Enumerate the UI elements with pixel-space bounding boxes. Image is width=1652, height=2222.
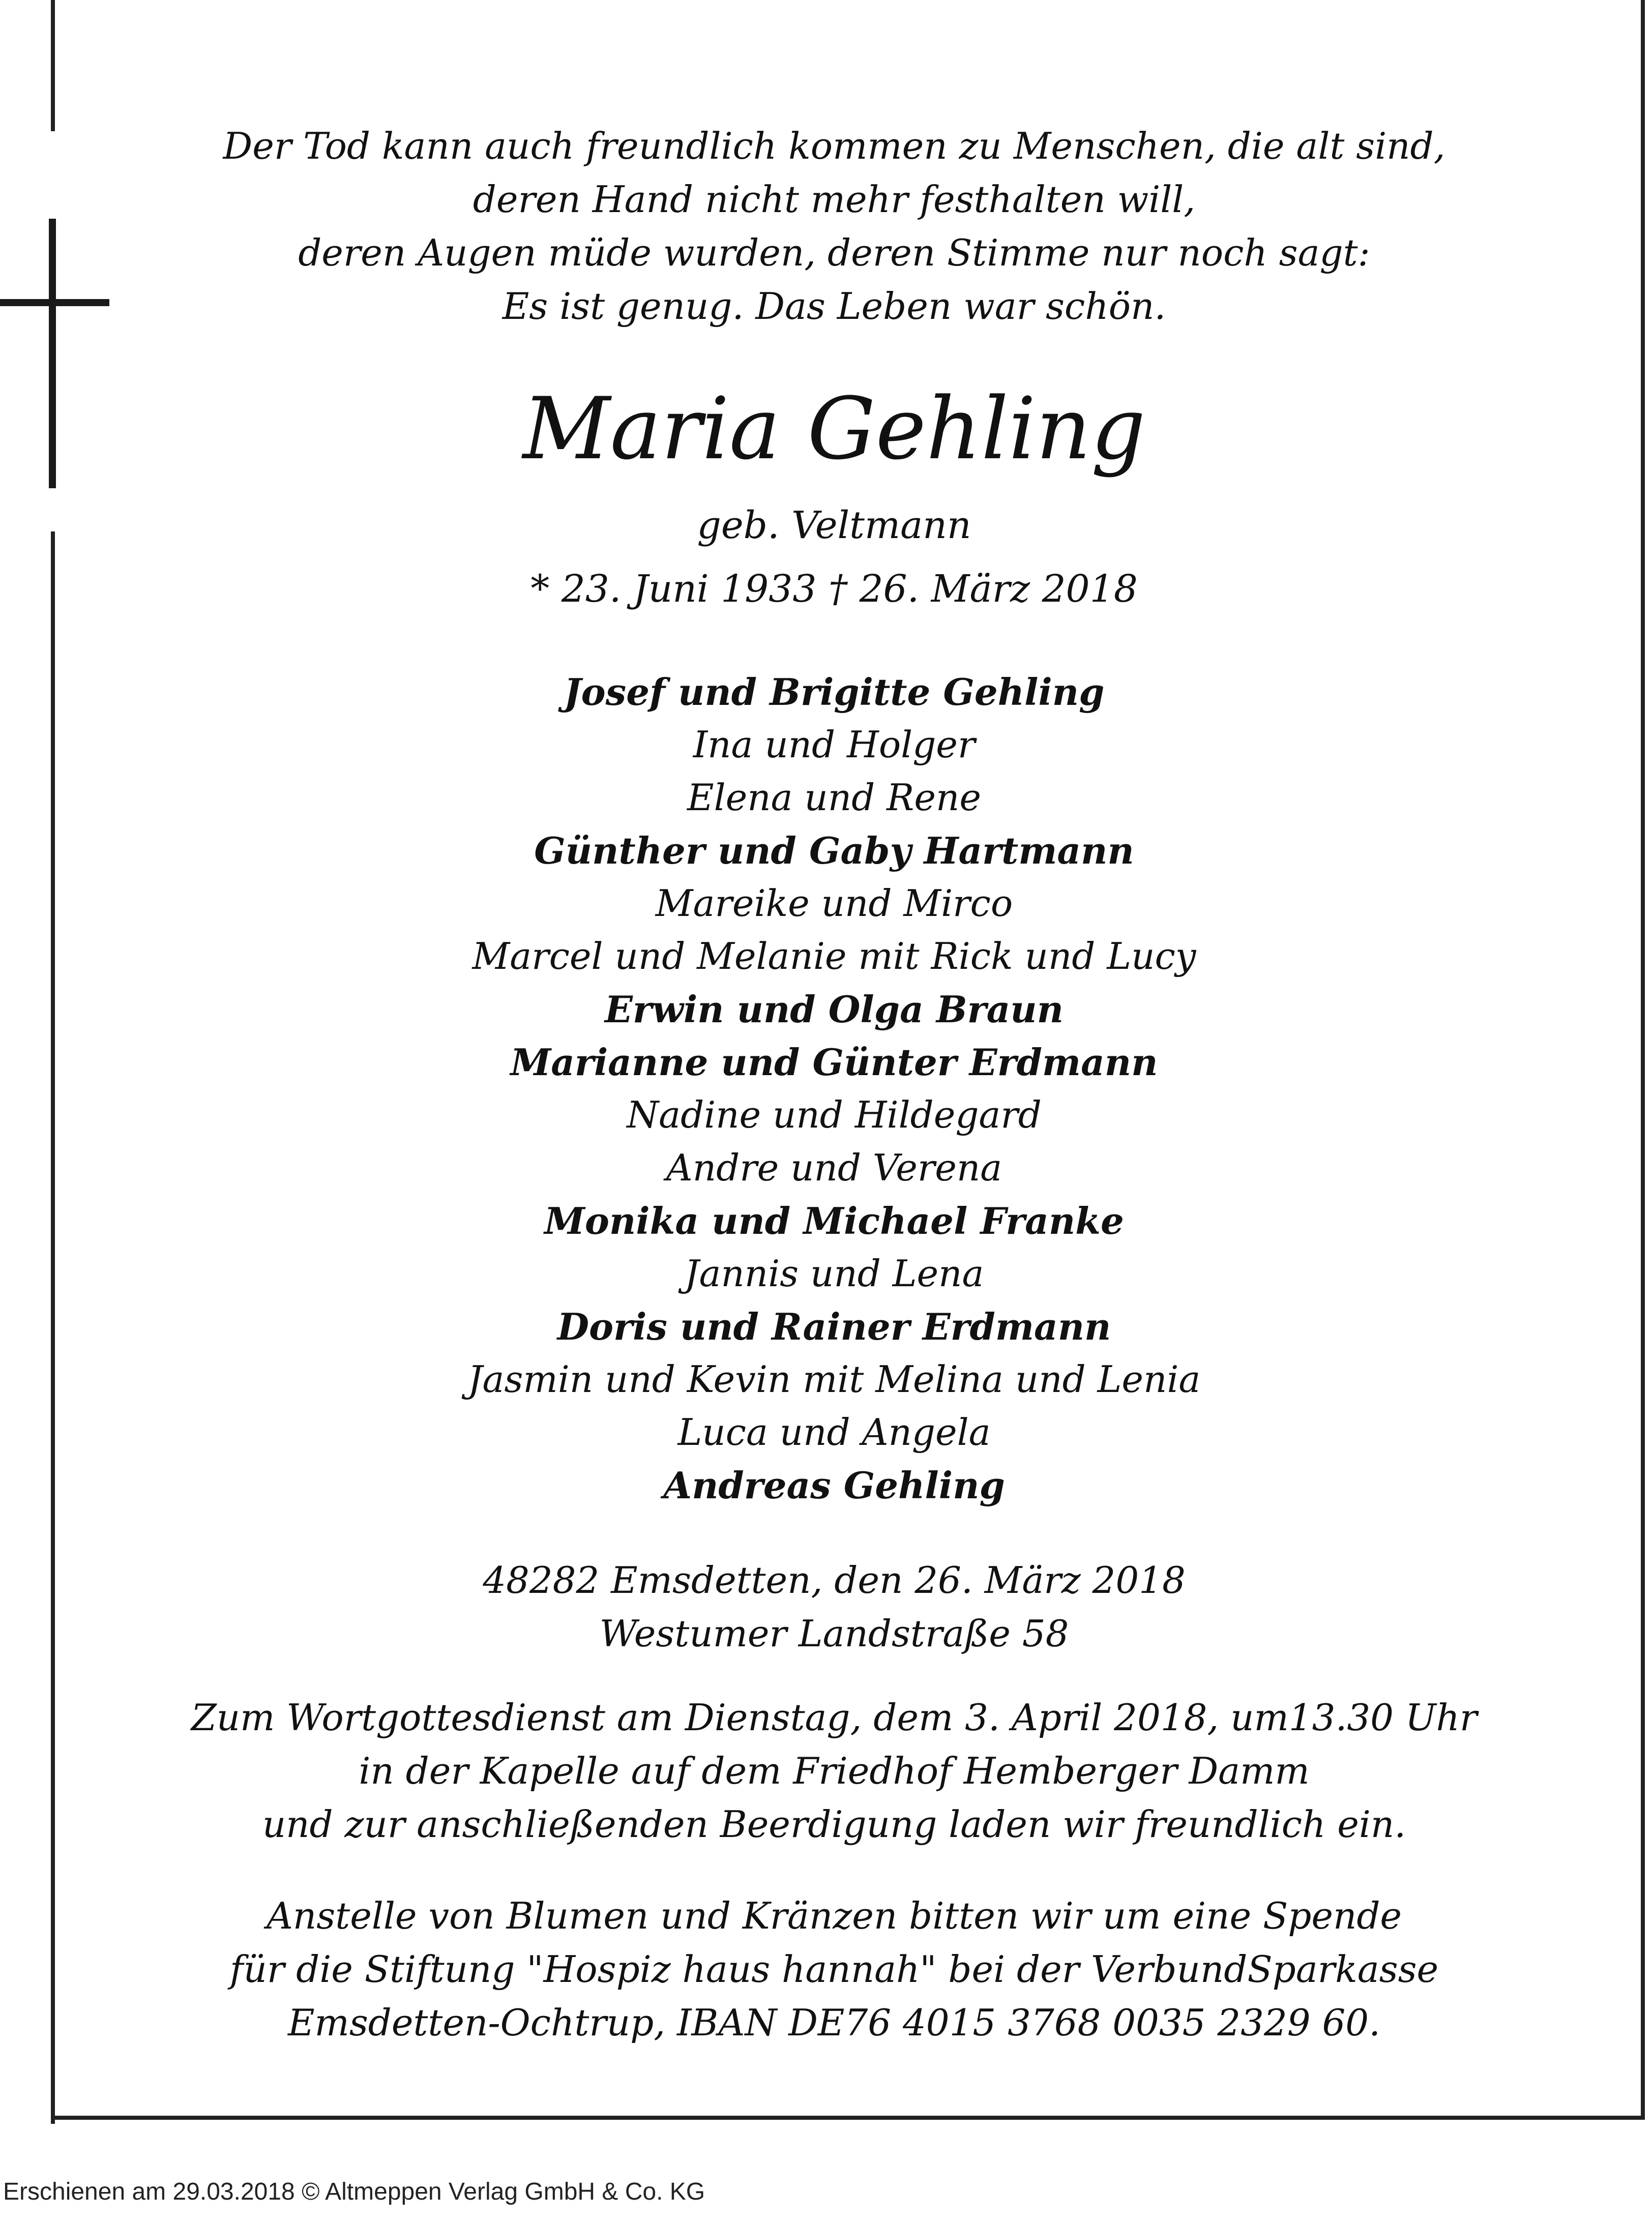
life-dates: * 23. Juni 1933 † 26. März 2018 xyxy=(530,567,1138,611)
mourner-line: Erwin und Olga Braun xyxy=(605,988,1064,1031)
mourner-line: Jasmin und Kevin mit Melina und Lenia xyxy=(467,1358,1201,1401)
service-line: in der Kapelle auf dem Friedhof Hemberger Damm xyxy=(359,1750,1310,1792)
address-line: 48282 Emsdetten, den 26. März 2018 xyxy=(483,1559,1186,1602)
mourner-line: Andreas Gehling xyxy=(663,1464,1005,1507)
mourner-line: Andre und Verena xyxy=(666,1146,1002,1189)
mourner-line: Marcel und Melanie mit Rick und Lucy xyxy=(472,935,1196,977)
quote-line: Es ist genug. Das Leben war schön. xyxy=(502,285,1166,328)
quote-line: deren Hand nicht mehr festhalten will, xyxy=(473,178,1196,221)
mourner-line: Josef und Brigitte Gehling xyxy=(564,670,1105,714)
deceased-name: Maria Gehling xyxy=(522,379,1146,479)
mourner-line: Marianne und Günter Erdmann xyxy=(510,1041,1158,1084)
mourner-line: Doris und Rainer Erdmann xyxy=(557,1305,1111,1348)
mourner-line: Monika und Michael Franke xyxy=(544,1199,1124,1242)
border-left-segment xyxy=(51,0,55,131)
address-line: Westumer Landstraße 58 xyxy=(599,1612,1069,1655)
mourner-line: Luca und Angela xyxy=(677,1411,991,1454)
mourner-line: Günther und Gaby Hartmann xyxy=(534,829,1134,872)
mourner-line: Mareike und Mirco xyxy=(655,882,1013,925)
service-line: Zum Wortgottesdienst am Dienstag, dem 3. April 2018, um13.30 Uhr xyxy=(191,1696,1478,1739)
border-left-segment xyxy=(51,531,55,2124)
birth-name: geb. Veltmann xyxy=(697,503,971,547)
donation-line: für die Stiftung "Hospiz haus hannah" bei der VerbundSparkasse xyxy=(229,1948,1439,1991)
mourner-line: Elena und Rene xyxy=(687,776,981,819)
donation-line: Anstelle von Blumen und Kränzen bitten wir um eine Spende xyxy=(266,1894,1402,1937)
quote-line: deren Augen müde wurden, deren Stimme nur noch sagt: xyxy=(298,231,1370,274)
mourner-line: Nadine und Hildegard xyxy=(627,1093,1042,1136)
mourner-line: Ina und Holger xyxy=(693,723,976,766)
service-line: und zur anschließenden Beerdigung laden wir freundlich ein. xyxy=(262,1803,1406,1846)
donation-line: Emsdetten-Ochtrup, IBAN DE76 4015 3768 0035 2329 60. xyxy=(288,2001,1380,2044)
quote-line: Der Tod kann auch freundlich kommen zu Menschen, die alt sind, xyxy=(223,125,1446,167)
publication-footer: Erschienen am 29.03.2018 © Altmeppen Verlag GmbH & Co. KG xyxy=(3,2178,705,2205)
mourner-line: Jannis und Lena xyxy=(684,1252,984,1295)
